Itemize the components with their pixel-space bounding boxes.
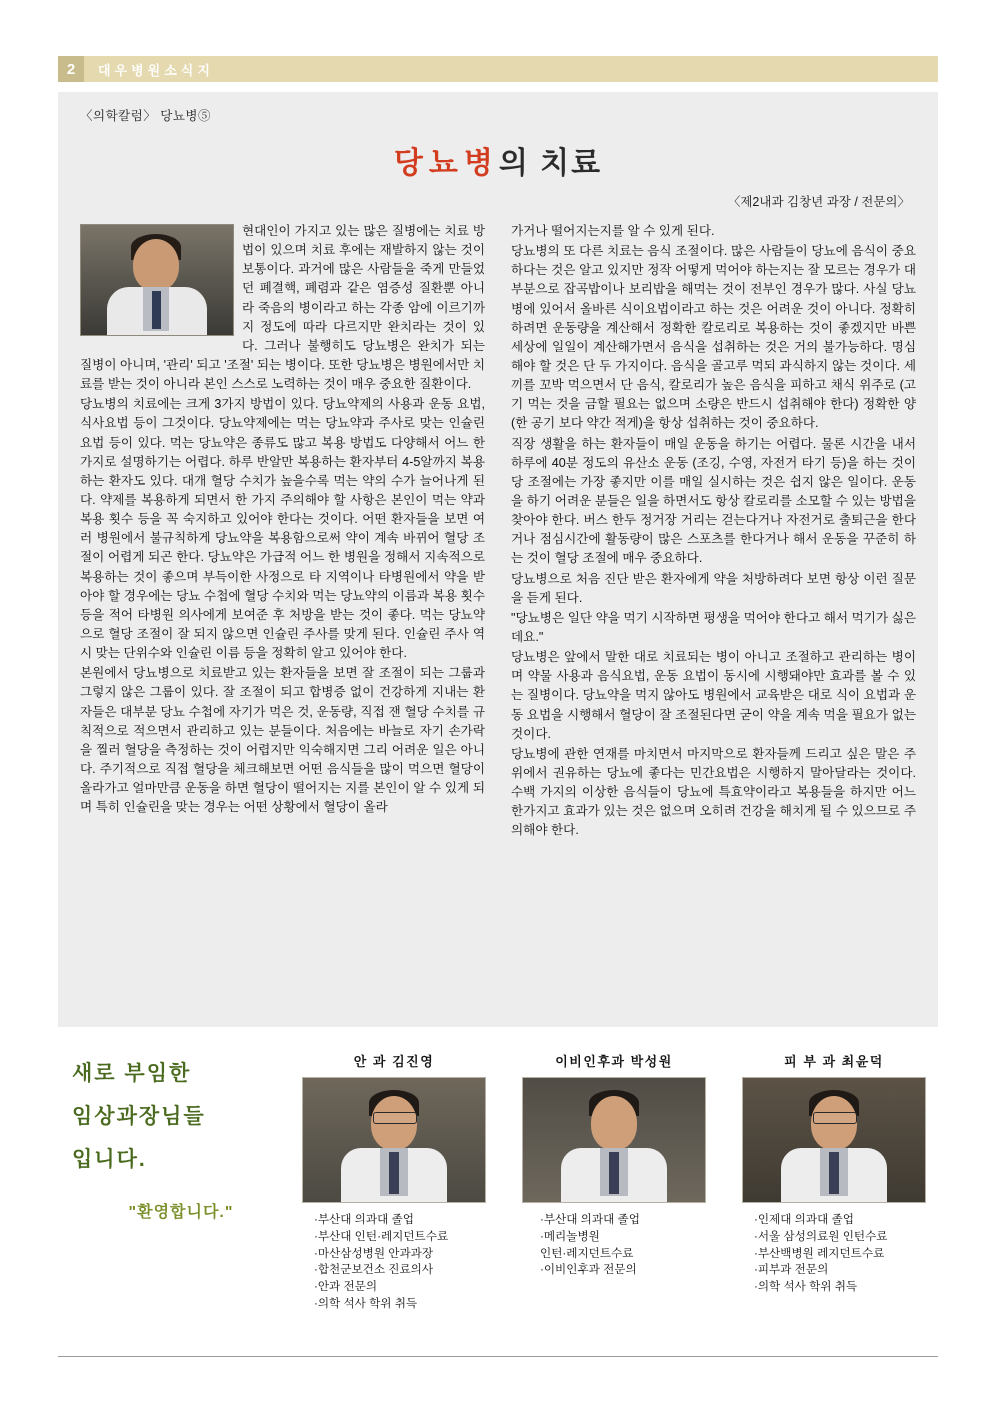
doctor-card [736,1051,932,1313]
article-paragraph: "당뇨병은 일단 약을 먹기 시작하면 평생을 먹어야 한다고 해서 먹기가 싫은데요." [511,610,916,644]
credential-line: ·이비인후과 전문의 [540,1263,637,1277]
article-kicker: 〈의학칼럼〉 당뇨병⑤ [80,109,211,123]
article-byline: 〈제2내과 김창년 과장 / 전문의〉 [727,195,910,209]
article-panel [58,92,938,1027]
photo-tie [829,1152,839,1194]
glasses-icon [373,1112,417,1124]
welcome-quote: "환영합니다." [128,1204,234,1221]
doctor-credentials [516,1212,712,1279]
welcome-line: 입니다. [72,1148,147,1171]
page-header-bar [58,56,938,82]
credential-line: ·의학 석사 학위 취득 [314,1296,418,1310]
doctor-credentials [296,1212,492,1313]
page-number: 2 [58,56,84,82]
credential-line: ·서울 삼성의료원 인턴수료 [754,1229,888,1243]
doctor-credentials [736,1212,932,1296]
credential-line: ·부산백병원 레지던트수료 [754,1246,885,1260]
photo-tie [609,1152,619,1194]
doctor-photo [742,1077,926,1203]
credential-line: ·의학 석사 학위 취득 [754,1280,858,1294]
publication-title: 대우병원소식지 [98,62,214,78]
credential-line: ·안과 전문의 [314,1280,378,1294]
article-paragraph: 본원에서 당뇨병으로 치료받고 있는 환자들을 보면 잘 조절이 되는 그룹과 그렇지 않은 그룹이 있다. 잘 조절이 되고 합병증 없이 건강하게 지내는 환자들은 대부분 당뇨 수첩에 자기가 먹은 것, 운동량, 직접 잰 혈당 수치를 규칙적으로 적으면서 관리하고 있는 분들이다. 처음에는 바늘로 자기 손가락을 찔러 혈당을 측정하는 것이 어렵지만 익숙해지면 그리 어려운 일은 아니다. 주기적으로 직접 혈당을 체크해보면 어떤 음식들을 많이 먹으면 혈당이 올라가고 얼마만큼 운동을 하면 혈당이 떨어지는 지를 본인이 알 수 있게 되며 특히 인슐린을 맞는 경우는 어떤 상황에서 혈당이 올라 [80,666,485,815]
credential-line: ·부산대 인턴·레지던트수료 [314,1229,449,1243]
photo-face [591,1096,637,1150]
headline-rest: 의 치료 [498,147,603,180]
glasses-icon [813,1112,857,1124]
credential-line: ·부산대 의과대 졸업 [540,1213,640,1226]
credential-line: ·인제대 의과대 졸업 [754,1213,854,1226]
credential-line: ·메리놀병원 [540,1229,600,1243]
article-headline [80,138,916,182]
doctor-name: 이비인후과 박성원 [555,1054,673,1069]
portrait-tie [152,291,161,329]
article-paragraph: 당뇨병은 앞에서 말한 대로 치료되는 병이 아니고 조절하고 관리하는 병이며 약물 사용과 음식요법, 운동 요법이 동시에 시행돼야만 효과를 볼 수 있는 질병이다. 당뇨약을 먹지 않아도 병원에서 교육받은 대로 식이 요법과 운동 요법을 시행해서 혈당이 잘 조절된다면 굳이 약을 계속 먹을 필요가 없는 것이다. [511,650,916,741]
welcome-line: 새로 부임한 [72,1062,192,1085]
article-columns [80,222,916,842]
welcome-message [72,1057,290,1222]
doctor-name: 피 부 과 최윤덕 [784,1054,884,1069]
bottom-divider [58,1356,938,1357]
credential-line: ·마산삼성병원 안과과장 [314,1246,434,1260]
doctor-photo [302,1077,486,1203]
photo-tie [389,1152,399,1194]
credential-line: ·부산대 의과대 졸업 [314,1213,414,1226]
new-doctors-section [58,1043,938,1343]
doctor-card-list [296,1051,936,1313]
article-left-column [80,222,485,842]
article-paragraph: 당뇨병에 관한 연재를 마치면서 마지막으로 환자들께 드리고 싶은 말은 주위에서 권유하는 당뇨에 좋다는 민간요법은 시행하지 말아달라는 것이다. 수백 가지의 이상한 음식들이 당뇨에 특효약이라고 복용들을 하지만 어느 한가지고 효과가 있는 것은 없으며 오히려 건강을 해치게 될 수 있으므로 주의해야 한다. [511,746,916,838]
article-paragraph: 당뇨병으로 처음 진단 받은 환자에게 약을 처방하려다 보면 항상 이런 질문을 듣게 된다. [511,571,916,605]
article-paragraph: 현대인이 가지고 있는 많은 질병에는 치료 방법이 있으며 치료 후에는 재발하지 않는 것이 보통이다. 과거에 많은 사람들을 죽게 만들었던 폐결핵, 폐렴과 같은 염증성 질환뿐 아니라 죽음의 병이라고 하는 각종 암에 이르기까지 정도에 따라 다르지만 완치라는 것이 있다. 그러나 불행히도 당뇨병은 완치가 되는 질병이 아니며, '관리' 되고 '조절' 되는 병이다. 또한 당뇨병은 병원에서만 치료를 받는 것이 아니라 본인 스스로 노력하는 것이 매우 중요한 질환이다. [80,224,485,392]
doctor-name: 안 과 김진영 [353,1054,435,1069]
credential-line: ·합천군보건소 진료의사 [314,1263,434,1277]
welcome-line: 임상과장님들 [72,1105,206,1128]
doctor-card [296,1051,492,1313]
credential-line: 인턴·레지던트수료 [540,1246,634,1260]
credential-line: ·피부과 전문의 [754,1263,829,1277]
article-paragraph: 당뇨병의 치료에는 크게 3가지 방법이 있다. 당뇨약제의 사용과 운동 요법, 식사요법 등이 그것이다. 당뇨약제에는 먹는 당뇨약과 주사로 맞는 인슐린 요법 등이 있다. 먹는 당뇨약은 종류도 많고 복용 방법도 다양해서 어느 한가지로 설명하기는 어렵다. 하루 반알만 복용하는 환자부터 4-5알까지 복용하는 환자도 있다. 대개 혈당 수치가 높을수록 먹는 약의 수가 늘어나게 된다. 약제를 복용하게 되면서 한 가지 주의해야 할 사항은 본인이 먹는 약과 복용 횟수 등을 꼭 숙지하고 있어야 한다는 것이다. 어떤 환자들을 보면 여러 병원에서 불규칙하게 당뇨약을 복용함으로써 약이 계속 바뀌어 혈당 조절이 어렵게 되곤 한다. 당뇨약은 가급적 어느 한 병원을 정해서 지속적으로 복용하는 것이 좋으며 부득이한 사정으로 타 지역이나 타병원에서 약을 받아야 할 경우에는 당뇨 수첩에 혈당 수치와 먹는 당뇨약의 이름과 복용 횟수 등을 적어 타병원 의사에게 보여준 후 처방을 받는 것이 좋다. 먹는 당뇨약으로 혈당 조절이 잘 되지 않으면 인슐린 주사를 맞게 된다. 인슐린 주사 역시 맞는 단위수와 인슐린 이름 등을 정확히 알고 있어야 한다. [80,397,485,661]
doctor-card [516,1051,712,1313]
article-right-column [511,222,916,842]
author-portrait-photo [80,224,234,336]
article-paragraph: 가거나 떨어지는지를 알 수 있게 된다. [511,224,715,238]
headline-emphasis: 당뇨병 [393,147,499,180]
portrait-face [133,239,179,291]
article-paragraph: 직장 생활을 하는 환자들이 매일 운동을 하기는 어렵다. 물론 시간을 내서 하루에 40분 정도의 유산소 운동 (조깅, 수영, 자전거 타기 등)을 하는 것이 당 조절에는 가장 좋지만 이를 매일 실시하는 것은 쉽지 않은 일이다. 운동을 하기 어려운 분들은 일을 하면서도 항상 칼로리를 소모할 수 있는 방법을 찾아야 한다. 버스 한두 정거장 거리는 걷는다거나 자전거로 출퇴근을 한다거나 점심시간에 활동량이 많은 스포츠를 한다거나 해서 운동을 꾸준히 하는 것이 혈당 조절에 매우 중요하다. [511,436,916,566]
doctor-photo [522,1077,706,1203]
article-paragraph: 당뇨병의 또 다른 치료는 음식 조절이다. 많은 사람들이 당뇨에 음식이 중요하다는 것은 알고 있지만 정작 어떻게 먹어야 하는지는 잘 모르는 경우가 대부분으로 잡곡밥이나 보리밥을 해먹는 것이 전부인 경우가 많다. 사실 당뇨병에 있어서 올바른 식이요법이라고 하는 것은 어려운 것이 아니다. 정확히 하려면 운동량을 계산해서 정확한 칼로리로 복용하는 것이 좋겠지만 바쁜 세상에 일일이 계산해가면서 음식을 섭취하는 것은 거의 불가능하다. 명심해야 할 것은 단 두 가지이다. 음식을 골고루 먹되 과식하지 않는 것이다. 세끼를 꼬박 먹으면서 단 음식, 칼로리가 높은 음식을 피하고 채식 위주로 (고기 먹는 것을 금할 필요는 없으며 소량은 반드시 섭취해야 한다) 정확한 양 (한 공기 보다 약간 적게)을 항상 섭취하는 것이 중요하다. [511,244,916,431]
